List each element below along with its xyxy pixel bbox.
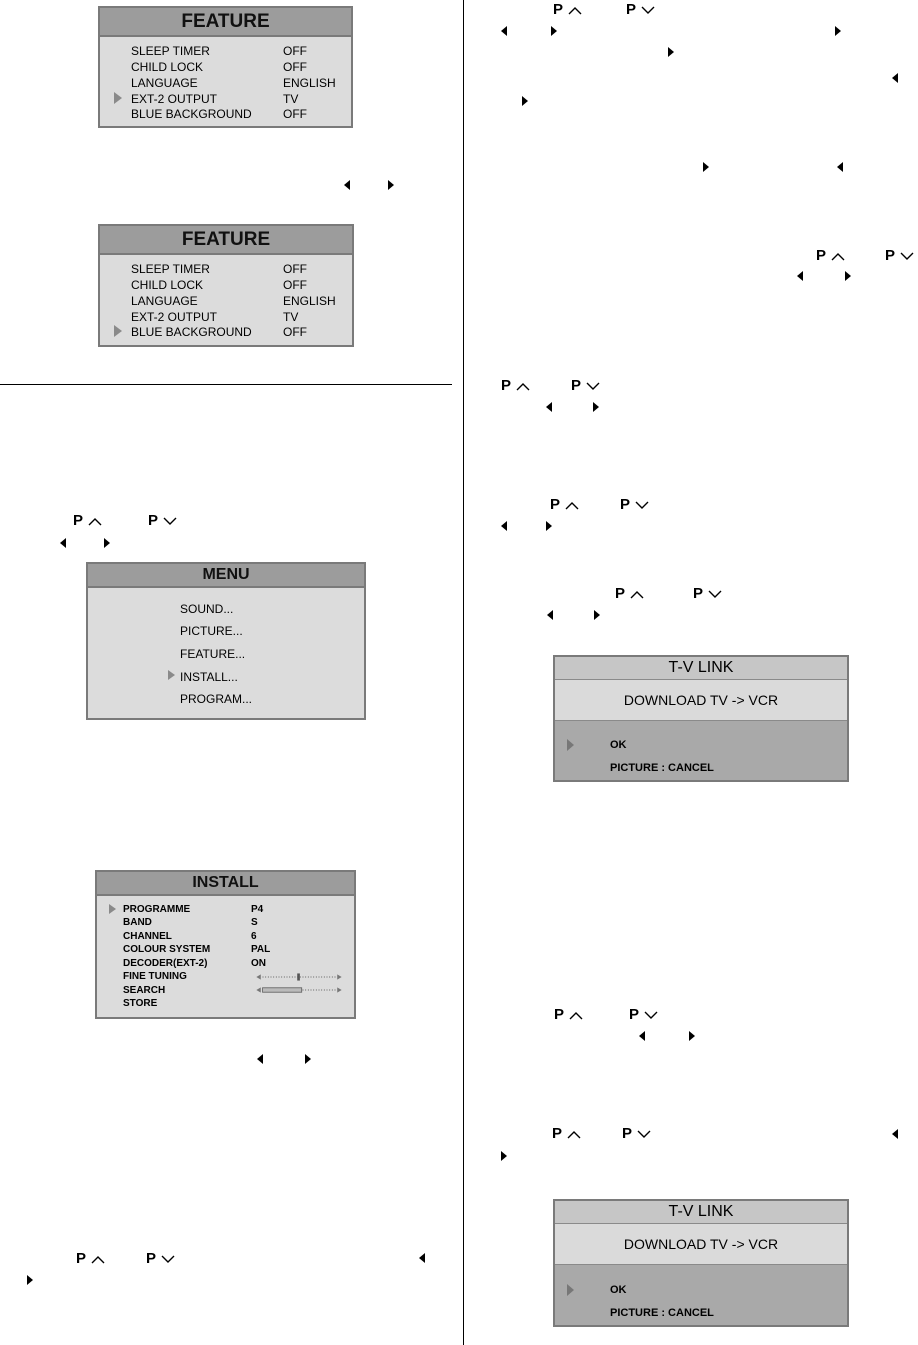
program-down-key: P bbox=[571, 378, 600, 394]
left-triangle-icon bbox=[639, 1031, 645, 1041]
right-triangle-icon bbox=[594, 610, 600, 620]
right-triangle-icon bbox=[522, 96, 528, 106]
right-triangle-icon bbox=[551, 26, 557, 36]
right-triangle-icon bbox=[668, 47, 674, 57]
program-down-key: P bbox=[148, 513, 177, 529]
left-triangle-icon bbox=[837, 162, 843, 172]
feature-title: FEATURE bbox=[100, 226, 352, 255]
program-up-key: P bbox=[76, 1251, 105, 1267]
feature-menu-1: FEATURE SLEEP TIMER OFF CHILD LOCK OFF LANGUAGE ENGLISH EXT-2 OUTPUT TV BLUE BACKGROUND OFF bbox=[98, 6, 353, 128]
tv-link-cancel-hint: PICTURE : CANCEL bbox=[610, 1307, 714, 1319]
program-up-key: P bbox=[550, 497, 579, 513]
left-triangle-icon bbox=[419, 1253, 425, 1263]
pointer-arrow-icon bbox=[109, 904, 116, 914]
right-triangle-icon bbox=[546, 521, 552, 531]
program-down-key: P bbox=[629, 1007, 658, 1023]
menu-title: MENU bbox=[88, 564, 364, 588]
section-divider bbox=[0, 384, 452, 385]
right-triangle-icon bbox=[104, 538, 110, 548]
program-down-key: P bbox=[146, 1251, 175, 1267]
program-down-key: P bbox=[622, 1126, 651, 1142]
left-triangle-icon bbox=[257, 1054, 263, 1064]
tv-link-message: DOWNLOAD TV -> VCR bbox=[555, 1224, 847, 1265]
install-menu: INSTALL PROGRAMME P4 BAND S CHANNEL 6 COLOUR SYSTEM PAL DECODER(EXT-2) ON FINE TUNING SEARCH STORE bbox=[95, 870, 356, 1019]
pointer-arrow-icon bbox=[567, 739, 574, 751]
right-triangle-icon bbox=[689, 1031, 695, 1041]
left-triangle-icon bbox=[892, 1129, 898, 1139]
right-triangle-icon bbox=[835, 26, 841, 36]
program-down-key: P bbox=[620, 497, 649, 513]
program-up-key: P bbox=[553, 2, 582, 18]
program-up-key: P bbox=[73, 513, 102, 529]
tv-link-ok[interactable]: OK bbox=[610, 739, 627, 751]
tv-link-message: DOWNLOAD TV -> VCR bbox=[555, 680, 847, 721]
feature-menu-2: FEATURE SLEEP TIMER OFF CHILD LOCK OFF LANGUAGE ENGLISH EXT-2 OUTPUT TV BLUE BACKGROUND OFF bbox=[98, 224, 354, 347]
tv-link-title: T-V LINK bbox=[555, 657, 847, 680]
program-up-key: P bbox=[554, 1007, 583, 1023]
column-divider bbox=[463, 0, 464, 1345]
left-triangle-icon bbox=[547, 610, 553, 620]
tv-link-dialog-1 bbox=[553, 655, 849, 782]
pointer-arrow-icon bbox=[114, 92, 122, 104]
left-triangle-icon bbox=[344, 180, 350, 190]
pointer-arrow-icon bbox=[114, 325, 122, 337]
install-title: INSTALL bbox=[97, 872, 354, 896]
right-triangle-icon bbox=[305, 1054, 311, 1064]
program-up-key: P bbox=[816, 248, 845, 264]
right-triangle-icon bbox=[845, 271, 851, 281]
right-triangle-icon bbox=[501, 1151, 507, 1161]
tv-link-cancel-hint: PICTURE : CANCEL bbox=[610, 762, 714, 774]
left-triangle-icon bbox=[501, 521, 507, 531]
left-triangle-icon bbox=[60, 538, 66, 548]
program-up-key: P bbox=[501, 378, 530, 394]
program-up-key: P bbox=[552, 1126, 581, 1142]
pointer-arrow-icon bbox=[168, 670, 175, 680]
fine-tuning-slider bbox=[251, 973, 347, 981]
left-triangle-icon bbox=[546, 402, 552, 412]
right-triangle-icon bbox=[703, 162, 709, 172]
program-down-key: P bbox=[885, 248, 914, 264]
program-down-key: P bbox=[626, 2, 655, 18]
right-triangle-icon bbox=[27, 1275, 33, 1285]
program-down-key: P bbox=[693, 586, 722, 602]
left-triangle-icon bbox=[797, 271, 803, 281]
left-triangle-icon bbox=[892, 73, 898, 83]
main-menu: MENU SOUND... PICTURE... FEATURE... INSTALL... PROGRAM... bbox=[86, 562, 366, 720]
left-triangle-icon bbox=[501, 26, 507, 36]
right-triangle-icon bbox=[593, 402, 599, 412]
program-up-key: P bbox=[615, 586, 644, 602]
tv-link-dialog-2 bbox=[553, 1199, 849, 1327]
tv-link-ok[interactable]: OK bbox=[610, 1284, 627, 1296]
pointer-arrow-icon bbox=[567, 1284, 574, 1296]
right-triangle-icon bbox=[388, 180, 394, 190]
feature-title: FEATURE bbox=[100, 8, 351, 37]
tv-link-title: T-V LINK bbox=[555, 1201, 847, 1224]
search-slider bbox=[251, 986, 347, 994]
